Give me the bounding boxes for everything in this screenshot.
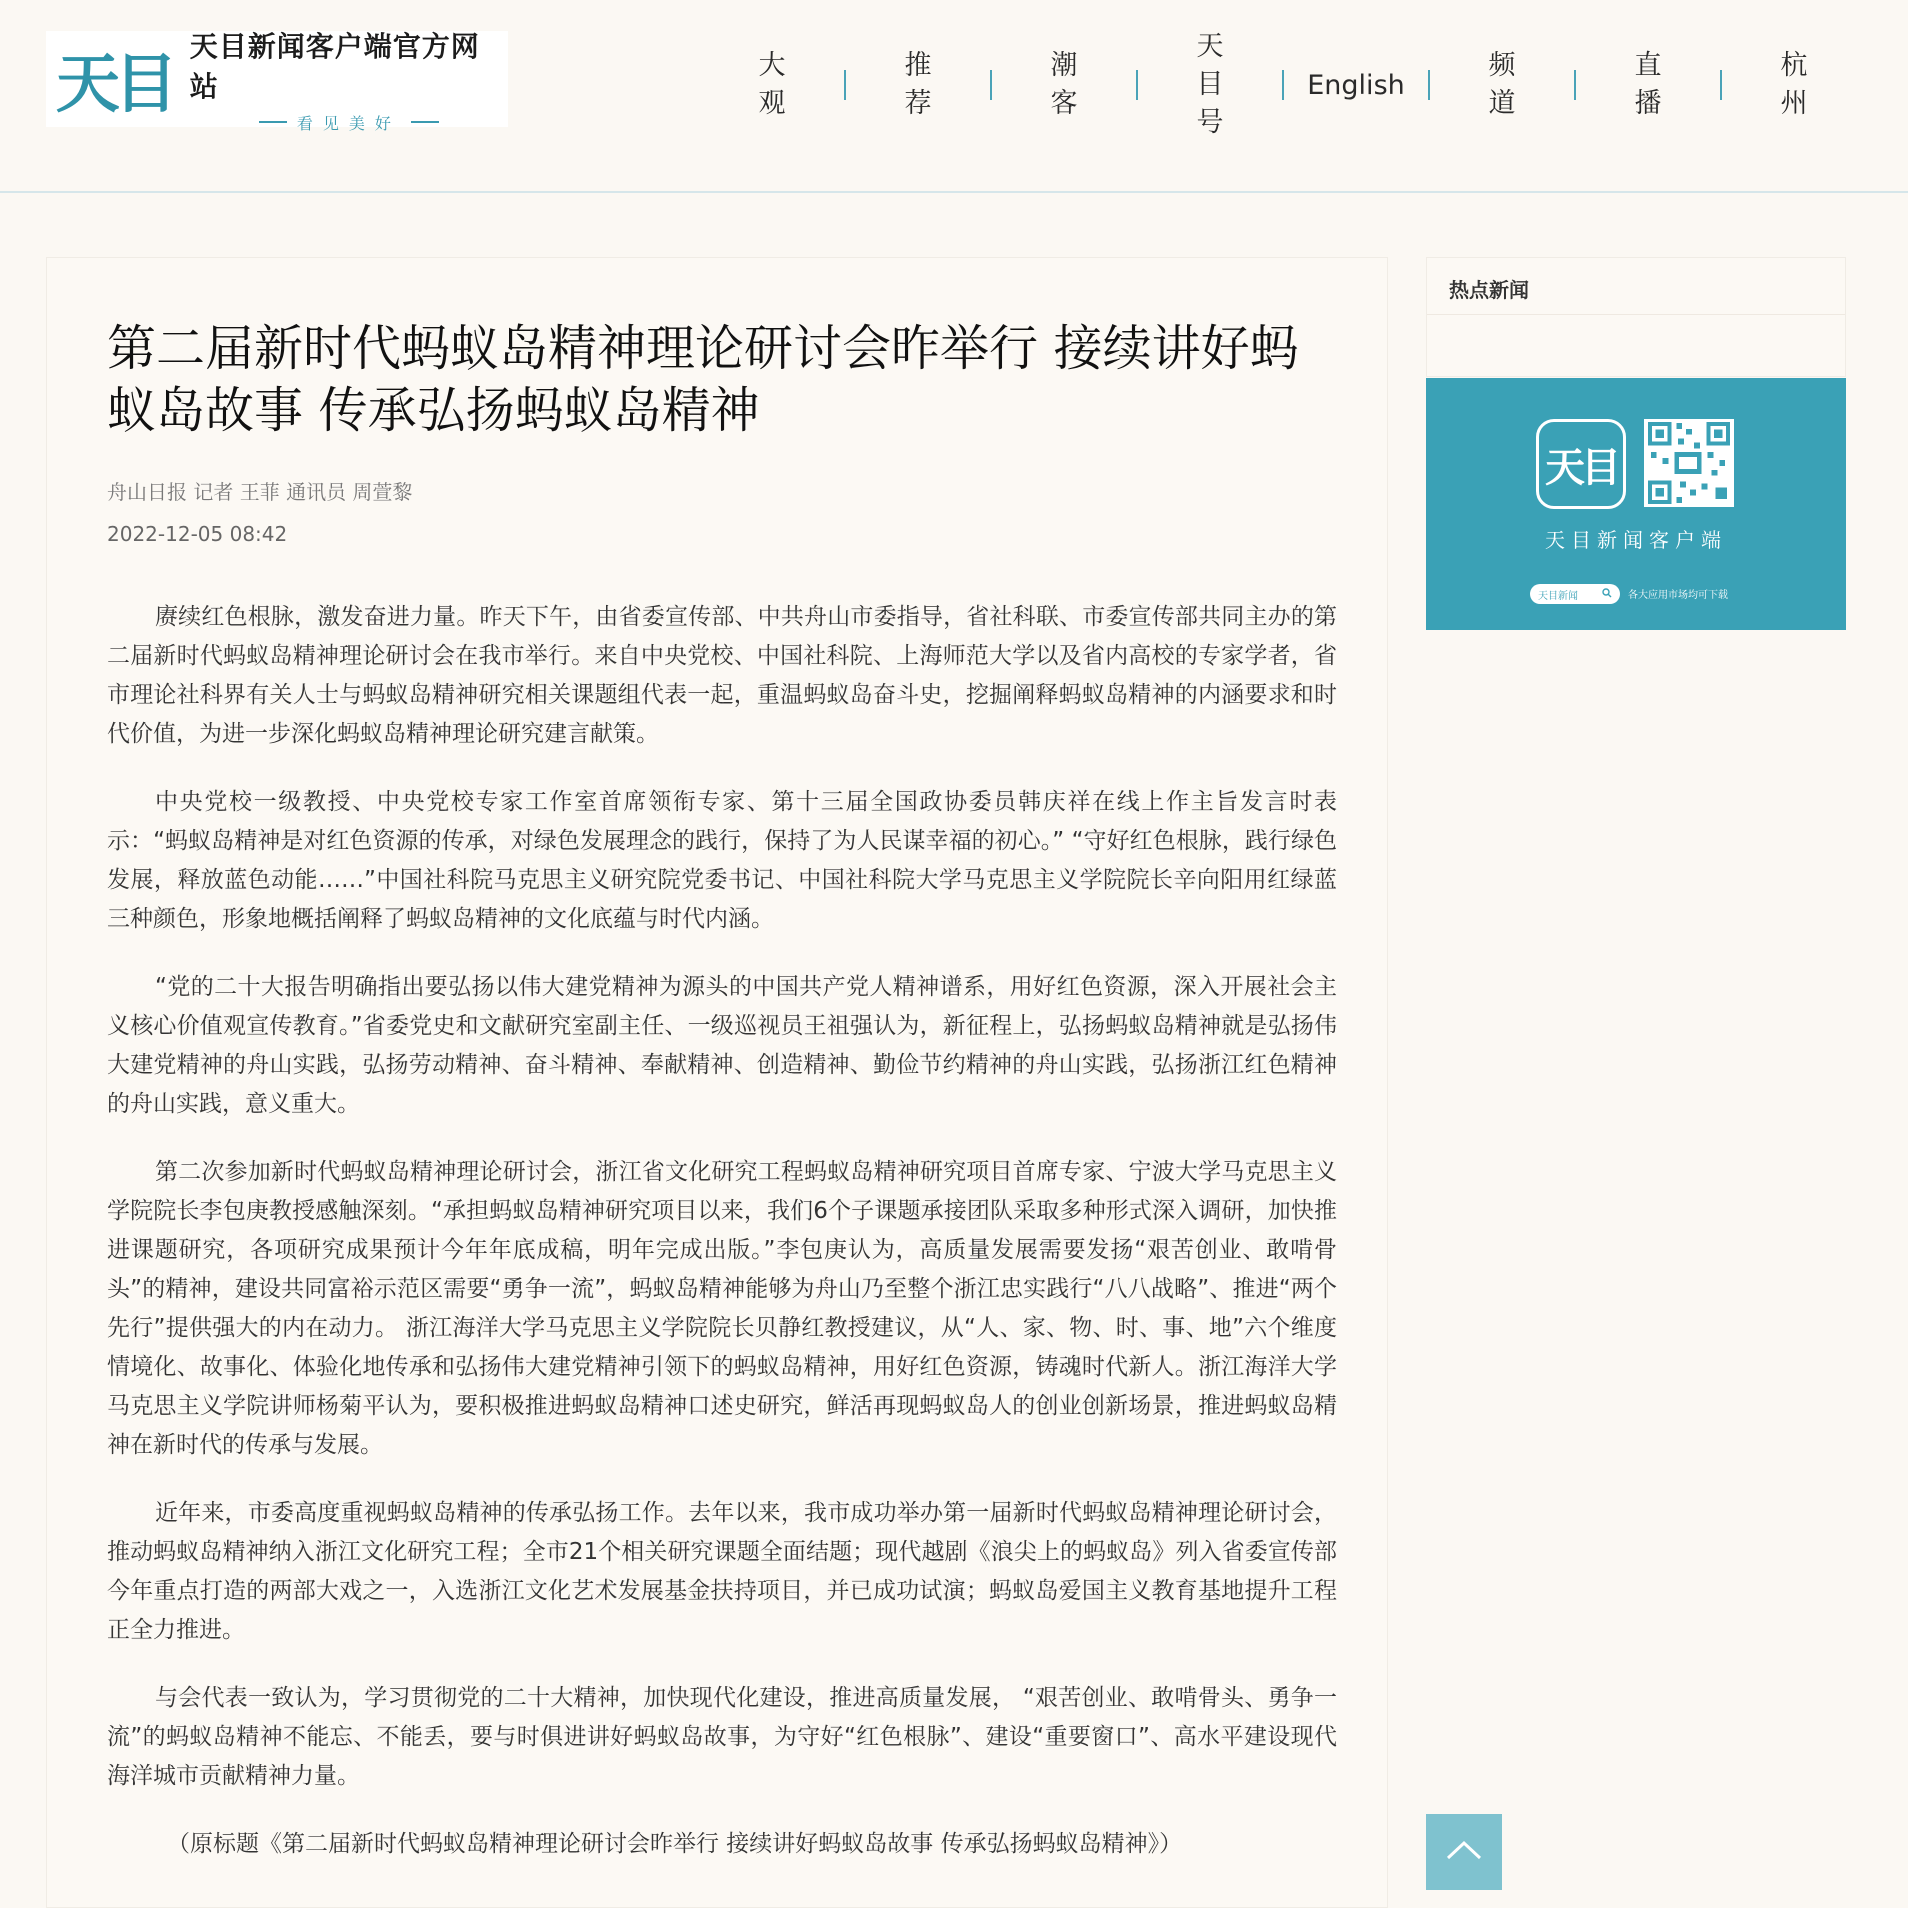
slogan-text: 看见美好	[296, 113, 401, 133]
site-logo[interactable]	[46, 29, 508, 133]
article-paragraph: 中央党校一级教授、中央党校专家工作室首席领衔专家、第十三届全国政协委员韩庆祥在线上作主旨发言时表示：“蚂蚁岛精神是对红色资源的传承，对绿色发展理念的践行，保持了为人民谋幸福的初心。” “守好红色根脉，践行绿色发展，释放蓝色动能……”中国社科院马克思主义研究院党委书记、中国社科院大学马克思主义学院院长辛向阳用红绿蓝三种颜色，形象地概括阐释了蚂蚁岛精神的文化底蕴与时代内涵。	[107, 789, 1337, 932]
site-header	[0, 0, 1908, 193]
logo-slogan	[249, 111, 449, 134]
article-paragraph: 近年来，市委高度重视蚂蚁岛精神的传承弘扬工作。去年以来，我市成功举办第一届新时代蚂蚁岛精神理论研讨会，推动蚂蚁岛精神纳入浙江文化研究工程；全市21个相关研究课题全面结题；现代越剧《浪尖上的蚂蚁岛》列入省委宣传部今年重点打造的两部大戏之一，入选浙江文化艺术发展基金扶持项目，并已成功试演；蚂蚁岛爱国主义教育基地提升工程正全力推进。	[107, 1500, 1337, 1643]
search-icon	[1602, 588, 1612, 601]
nav-item-0[interactable]	[700, 47, 844, 123]
chevron-up-icon	[1444, 1838, 1484, 1866]
article-body	[107, 598, 1337, 1893]
article-date: 2022-12-05 08:42	[107, 522, 288, 546]
main-nav	[700, 30, 1866, 140]
nav-item-7[interactable]	[1722, 47, 1866, 123]
article-source: 舟山日报 记者 王菲 通讯员 周萱黎	[107, 480, 413, 504]
nav-item-2[interactable]	[992, 47, 1136, 123]
divider	[1427, 314, 1845, 315]
slogan-dash-left	[259, 121, 287, 123]
article-paragraph: 与会代表一致认为，学习贯彻党的二十大精神，加快现代化建设，推进高质量发展， “艰苦创业、敢啃骨头、勇争一流”的蚂蚁岛精神不能忘、不能丢，要与时俱进讲好蚂蚁岛故事，为守好“红色根脉”、建设“重要窗口”、高水平建设现代海洋城市贡献精神力量。	[107, 1685, 1337, 1789]
nav-item-label: 天 目 号	[1196, 31, 1224, 138]
nav-item-3[interactable]	[1138, 28, 1282, 142]
hot-news-title: 热点新闻	[1449, 278, 1529, 302]
article-paragraph: 赓续红色根脉，激发奋进力量。昨天下午，由省委宣传部、中共舟山市委指导，省社科联、市委宣传部共同主办的第二届新时代蚂蚁岛精神理论研讨会在我市举行。来自中央党校、中国社科院、上海师范大学以及省内高校的专家学者，省市理论社科界有关人士与蚂蚁岛精神研究相关课题组代表一起，重温蚂蚁岛奋斗史，挖掘阐释蚂蚁岛精神的内涵要求和时代价值，为进一步深化蚂蚁岛精神理论研究建言献策。	[107, 604, 1337, 747]
slogan-dash-right	[411, 121, 439, 123]
nav-item-1[interactable]	[846, 47, 990, 123]
app-search-pill	[1530, 584, 1620, 604]
nav-item-4[interactable]	[1284, 70, 1428, 101]
logo-title: 天目新闻客户端官方网站	[189, 29, 480, 103]
hot-news-panel	[1426, 257, 1846, 377]
article-paragraph: “党的二十大报告明确指出要弘扬以伟大建党精神为源头的中国共产党人精神谱系，用好红色资源，深入开展社会主义核心价值观宣传教育。”省委党史和文献研究室副主任、一级巡视员王祖强认为，新征程上，弘扬蚂蚁岛精神就是弘扬伟大建党精神的舟山实践，弘扬劳动精神、奋斗精神、奉献精神、创造精神、勤俭节约精神的舟山实践，弘扬浙江红色精神的舟山实践，意义重大。	[107, 974, 1337, 1117]
article-card	[46, 257, 1388, 1908]
nav-item-6[interactable]	[1576, 47, 1720, 123]
nav-item-label: 大 观	[758, 50, 786, 119]
nav-item-label: 推 荐	[904, 50, 932, 119]
app-search-label: 天目新闻	[1538, 590, 1578, 602]
back-to-top-button[interactable]	[1426, 1814, 1502, 1890]
nav-item-label: English	[1307, 69, 1405, 101]
app-name: 天目新闻客户端	[1545, 528, 1727, 552]
logo-mark: 天目	[55, 47, 172, 122]
download-hint: 各大应用市场均可下载	[1628, 590, 1728, 601]
nav-item-5[interactable]	[1430, 47, 1574, 123]
original-title-note: （原标题《第二届新时代蚂蚁岛精神理论研讨会昨举行 接续讲好蚂蚁岛故事 传承弘扬蚂蚁岛精神》）	[167, 1831, 1183, 1857]
nav-item-label: 频 道	[1488, 50, 1516, 119]
qr-code-icon	[1644, 419, 1734, 507]
app-download-banner[interactable]	[1426, 378, 1846, 630]
article-paragraph: 第二次参加新时代蚂蚁岛精神理论研讨会，浙江省文化研究工程蚂蚁岛精神研究项目首席专家、宁波大学马克思主义学院院长李包庚教授感触深刻。“承担蚂蚁岛精神研究项目以来，我们6个子课题承接团队采取多种形式深入调研，加快推进课题研究，各项研究成果预计今年年底成稿，明年完成出版。”李包庚认为，高质量发展需要发扬“艰苦创业、敢啃骨头”的精神，建设共同富裕示范区需要“勇争一流”，蚂蚁岛精神能够为舟山乃至整个浙江忠实践行“八八战略”、推进“两个先行”提供强大的内在动力。 浙江海洋大学马克思主义学院院长贝静红教授建议，从“人、家、物、时、事、地”六个维度情境化、故事化、体验化地传承和弘扬伟大建党精神引领下的蚂蚁岛精神，用好红色资源，铸魂时代新人。浙江海洋大学马克思主义学院讲师杨菊平认为，要积极推进蚂蚁岛精神口述史研究，鲜活再现蚂蚁岛人的创业创新场景，推进蚂蚁岛精神在新时代的传承与发展。	[107, 1159, 1337, 1458]
nav-item-label: 潮 客	[1050, 50, 1078, 119]
nav-item-label: 杭 州	[1780, 50, 1808, 119]
logo-text	[190, 25, 508, 134]
app-icon: 天目	[1536, 419, 1626, 509]
nav-item-label: 直 播	[1634, 50, 1662, 119]
article-title: 第二届新时代蚂蚁岛精神理论研讨会昨举行 接续讲好蚂蚁岛故事 传承弘扬蚂蚁岛精神	[107, 320, 1299, 439]
